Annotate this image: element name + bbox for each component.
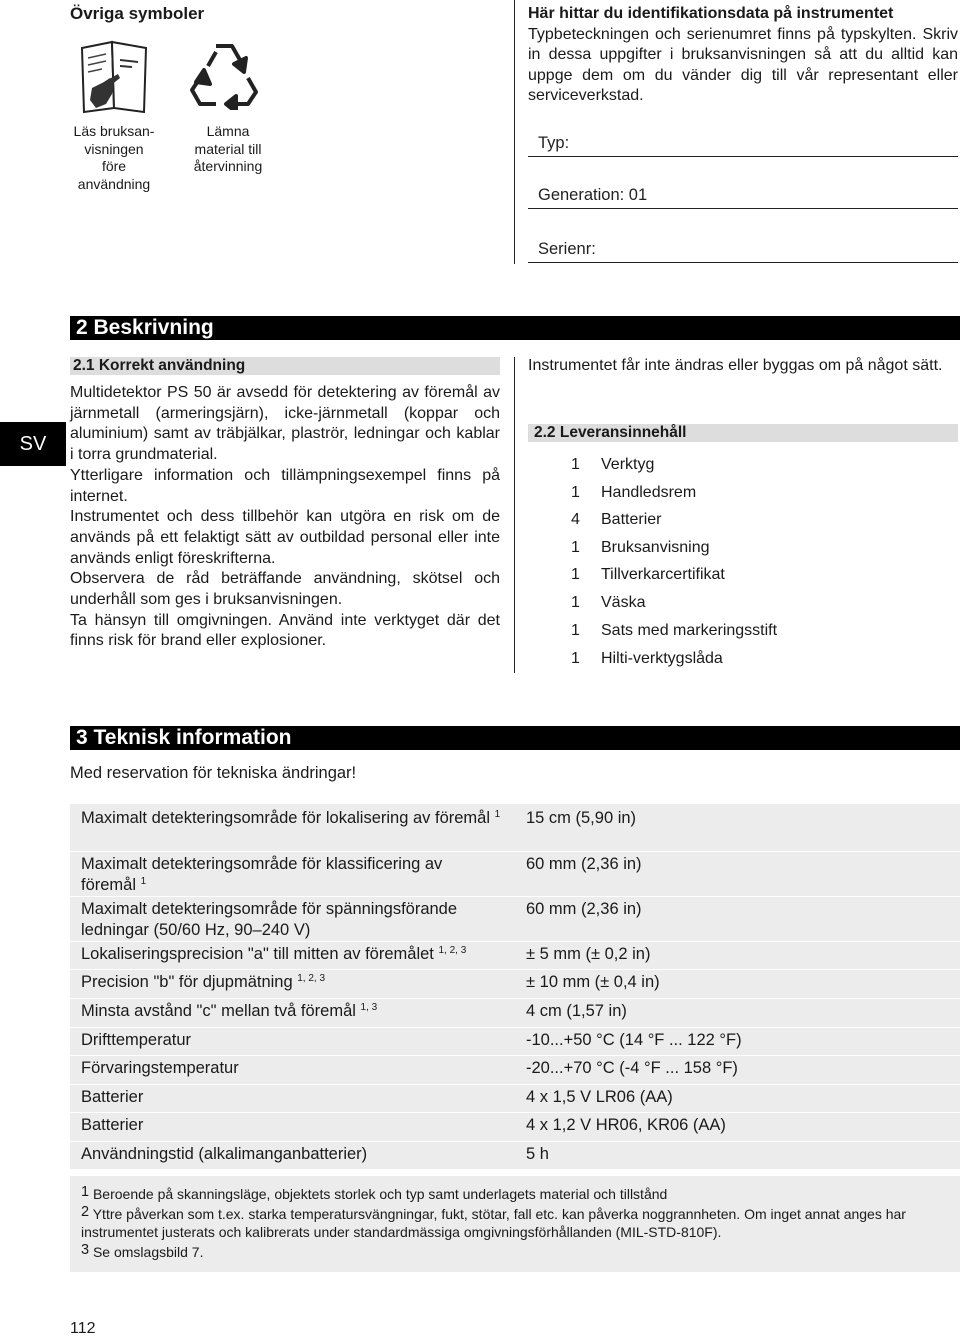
row-label: Maximalt detekteringsområde för spänningsförande ledningar (50/60 Hz, 90–240 V): [81, 900, 458, 939]
section-2-header: [70, 316, 960, 340]
row-value: -10...+50 °C (14 °F ... 122 °F): [526, 1031, 742, 1049]
paragraph: Ta hänsyn till omgivningen. Använd inte verktyget där det finns risk för brand eller explosioner.: [70, 611, 500, 650]
row-value: 15 cm (5,90 in): [526, 809, 637, 827]
correct-use-text: [70, 383, 500, 652]
paragraph: Ytterligare information och tillämpningsexempel finns på internet.: [70, 466, 500, 505]
row-value: 5 h: [526, 1145, 549, 1163]
row-label: Precision "b" för djupmätning: [81, 973, 293, 991]
row-label: Minsta avstånd "c" mellan två föremål: [81, 1002, 356, 1020]
identification-heading: Här hittar du identifikationsdata på instrumentet: [528, 5, 894, 22]
footnote: 1 Beroende på skanningsläge, objektets storlek och typ samt underlagets material och tillstånd: [81, 1184, 668, 1202]
subsection-2-1-title: 2.1 Korrekt användning: [73, 357, 246, 374]
row-label: Förvaringstemperatur: [81, 1059, 239, 1077]
footnote-ref: 1, 3: [360, 1002, 378, 1013]
serial-field: [528, 240, 958, 264]
read-manual-icon: [74, 38, 154, 114]
row-label: Maximalt detekteringsområde för lokalisering av föremål: [81, 809, 491, 827]
subsection-2-1-header: [70, 357, 500, 375]
row-label: Lokaliseringsprecision "a" till mitten av föremålet: [81, 945, 434, 963]
identification-block: [528, 4, 958, 107]
footnotes: [70, 1176, 960, 1272]
paragraph: Instrumentet och dess tillbehör kan utgöra en risk om de används på ett felaktigt sätt av outbildad personal eller inte används enligt föreskrifterna.: [70, 508, 500, 567]
footnote: 3 Se omslagsbild 7.: [81, 1242, 204, 1260]
identification-text: Typbeteckningen och serienumret finns på typskylten. Skriv in dessa uppgifter i bruksanvisningen så att du alltid kan uppge dem om du vänder dig till vår representant eller serviceverkstad.: [528, 25, 958, 104]
type-field: [528, 134, 958, 158]
subsection-2-2-header: [528, 424, 958, 442]
read-manual-caption: Läs bruksan- visningen före användning: [73, 123, 155, 192]
column-divider: [514, 357, 515, 673]
row-label: Användningstid (alkalimanganbatterier): [81, 1145, 368, 1163]
footnote-ref: 1, 2, 3: [297, 973, 326, 984]
row-label: Drifttemperatur: [81, 1031, 192, 1049]
column-divider: [514, 0, 515, 264]
row-value: 60 mm (2,36 in): [526, 900, 642, 918]
row-value: ± 10 mm (± 0,4 in): [526, 973, 660, 991]
row-value: 4 x 1,2 V HR06, KR06 (AA): [526, 1116, 726, 1134]
change-reservation-note: Med reservation för tekniska ändringar!: [70, 764, 357, 782]
modification-note: Instrumentet får inte ändras eller byggas om på något sätt.: [528, 357, 943, 374]
type-label: Typ:: [538, 134, 570, 152]
row-value: -20...+70 °C (-4 °F ... 158 °F): [526, 1059, 738, 1077]
row-value: ± 5 mm (± 0,2 in): [526, 945, 651, 963]
generation-label: Generation: 01: [538, 186, 648, 204]
row-label: Batterier: [81, 1088, 144, 1106]
row-value: 4 cm (1,57 in): [526, 1002, 627, 1020]
section-3-header: [70, 726, 960, 750]
serial-label: Serienr:: [538, 240, 596, 258]
page-number: 112: [70, 1320, 96, 1337]
recycle-icon: [186, 38, 262, 110]
generation-field: [528, 186, 958, 210]
language-tab: SV: [0, 422, 66, 466]
tech-data-table: [70, 804, 960, 1169]
subsection-2-2-title: 2.2 Leveransinnehåll: [534, 424, 687, 441]
footnote-ref: 1, 2, 3: [438, 945, 467, 956]
footnote-ref: 1: [494, 809, 501, 820]
symbols-title: Övriga symboler: [70, 4, 205, 23]
row-label: Maximalt detekteringsområde för klassificering av föremål: [81, 855, 443, 894]
row-value: 60 mm (2,36 in): [526, 855, 642, 873]
section-3-title: 3 Teknisk information: [76, 726, 292, 749]
section-2-title: 2 Beskrivning: [76, 316, 214, 339]
recycle-caption: Lämna material till återvinning: [193, 123, 263, 174]
footnote-ref: 1: [140, 876, 147, 887]
paragraph: Observera de råd beträffande användning, skötsel och underhåll som ges i bruksanvisningen.: [70, 570, 500, 609]
paragraph: Multidetektor PS 50 är avsedd för detektering av föremål av järnmetall (armeringsjärn), icke-järnmetall (koppar och aluminium) samt av träbjälkar, plaströr, ledningar och kablar i torra grundmaterial.: [70, 384, 500, 464]
footnote: 2 Yttre påverkan som t.ex. starka temperatursvängningar, fukt, stötar, fall etc. kan påverka noggrannheten. Om inget annat anges har instrumentet justerats och kalibrerats under standardmässiga omgivningsförhållanden (MIL-STD-810F).: [81, 1204, 906, 1240]
row-value: 4 x 1,5 V LR06 (AA): [526, 1088, 673, 1106]
row-label: Batterier: [81, 1116, 144, 1134]
